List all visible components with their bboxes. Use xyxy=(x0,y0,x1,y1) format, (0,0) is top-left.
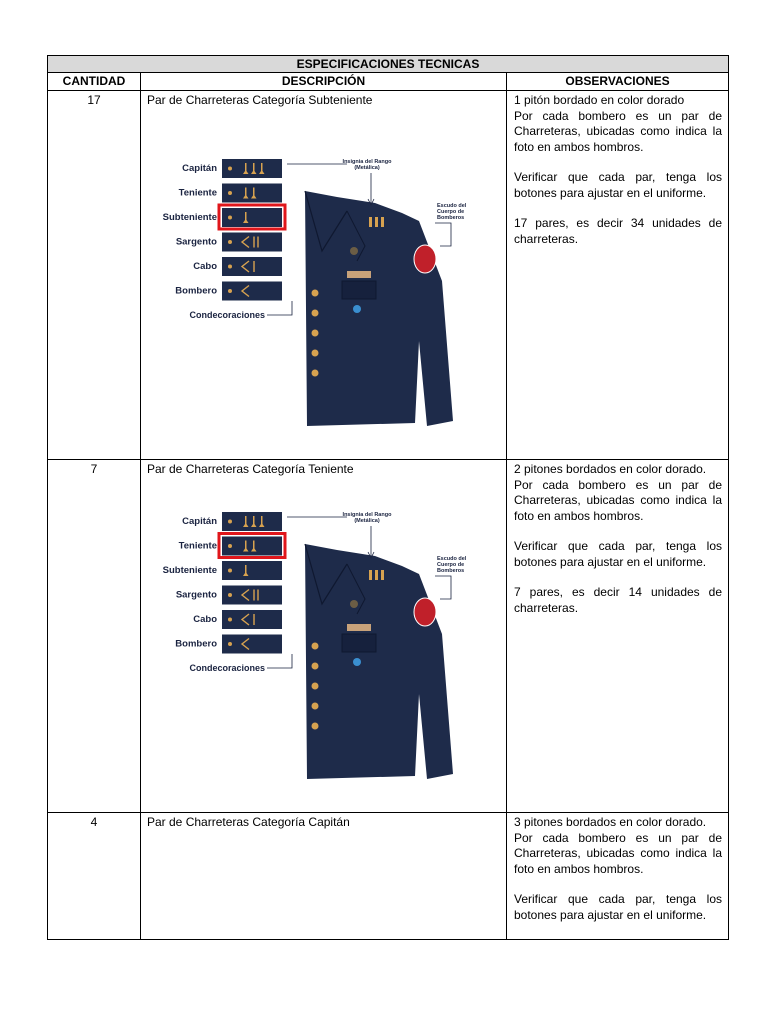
shield-label: Bomberos xyxy=(437,215,465,221)
header-quantity: CANTIDAD xyxy=(48,73,141,91)
description-text: Par de Charreteras Categoría Teniente xyxy=(147,462,354,476)
epaulette-button xyxy=(228,191,232,195)
description-cell xyxy=(141,91,507,460)
rank-label: Sargento xyxy=(175,236,217,248)
shoulder-insignia xyxy=(381,217,384,227)
observation-text: Verificar que cada par, tenga los botones para ajustar en el uniforme. xyxy=(514,170,722,200)
table-row xyxy=(48,91,729,460)
epaulette-button xyxy=(228,240,232,244)
rank-label: Subteniente xyxy=(162,565,217,576)
jacket-button xyxy=(312,703,319,710)
rank-label: Cabo xyxy=(193,614,217,625)
uniform-jacket xyxy=(305,544,453,779)
shield-label: Escudo del xyxy=(437,556,467,562)
insignia-sub-label: (Metálica) xyxy=(354,165,380,171)
shield-label: Bomberos xyxy=(437,568,465,574)
rank-label: Bombero xyxy=(175,638,217,650)
header-description: DESCRIPCIÓN xyxy=(141,73,507,91)
epaulette-button xyxy=(228,289,232,293)
decoration-ribbon xyxy=(347,624,371,631)
rank-label: Capitán xyxy=(182,516,217,527)
jacket-button xyxy=(312,290,319,297)
epaulette-button xyxy=(228,167,232,171)
badge xyxy=(353,658,361,666)
rank-label: Cabo xyxy=(193,261,217,272)
jacket-button xyxy=(312,663,319,670)
jacket-button xyxy=(312,350,319,357)
rank-label: Subteniente xyxy=(162,212,217,223)
jacket-button xyxy=(312,370,319,377)
shoulder-insignia xyxy=(369,217,372,227)
shoulder-insignia xyxy=(381,570,384,580)
observations-cell xyxy=(507,460,729,813)
insignia-label: Insignia del Rango xyxy=(342,512,392,518)
quantity-cell: 17 xyxy=(48,91,141,460)
quantity-cell: 4 xyxy=(48,813,141,940)
description-text: Par de Charreteras Categoría Capitán xyxy=(147,815,350,829)
observation-text: Por cada bombero es un par de Charreteras, ubicadas como indica la foto en ambos hombros. xyxy=(514,477,722,523)
rank-label: Sargento xyxy=(175,589,217,601)
rank-label: Teniente xyxy=(178,187,217,199)
observations-cell xyxy=(507,813,729,940)
epaulette-button xyxy=(228,216,232,220)
rank-label: Bombero xyxy=(175,285,217,297)
shield-label: Escudo del xyxy=(437,203,467,209)
uniform-figure xyxy=(157,504,487,809)
observation-text: 2 pitones bordados en color dorado. xyxy=(514,462,707,476)
decoration-ribbon xyxy=(347,271,371,278)
badge xyxy=(353,305,361,313)
table-title: ESPECIFICACIONES TECNICAS xyxy=(48,56,729,73)
jacket-button xyxy=(312,723,319,730)
rank-label: Teniente xyxy=(178,540,217,552)
epaulette-button xyxy=(228,520,232,524)
observation-text: Por cada bombero es un par de Charreteras, ubicadas como indica la foto en ambos hombros. xyxy=(514,830,722,876)
epaulette-button xyxy=(228,593,232,597)
description-text: Par de Charreteras Categoría Subteniente xyxy=(147,93,373,107)
jacket-button xyxy=(312,330,319,337)
jacket-button xyxy=(312,643,319,650)
jacket-button xyxy=(312,683,319,690)
shield-label: Cuerpo de xyxy=(437,209,465,215)
uniform-figure xyxy=(157,151,487,456)
shoulder-insignia xyxy=(375,217,378,227)
specifications-table xyxy=(47,55,729,940)
observation-text: Verificar que cada par, tenga los botones para ajustar en el uniforme. xyxy=(514,892,722,922)
shoulder-insignia xyxy=(375,570,378,580)
shield-patch xyxy=(414,598,436,626)
observations-cell xyxy=(507,91,729,460)
table-row xyxy=(48,813,729,940)
epaulette-button xyxy=(228,569,232,573)
table-title-row xyxy=(48,56,729,73)
shield-patch xyxy=(414,245,436,273)
insignia-label: Insignia del Rango xyxy=(342,159,392,165)
shoulder-insignia xyxy=(369,570,372,580)
description-cell xyxy=(141,460,507,813)
table-header-row xyxy=(48,73,729,91)
observation-text: 7 pares, es decir 14 unidades de charreteras. xyxy=(514,585,722,615)
shield-label: Cuerpo de xyxy=(437,562,465,568)
epaulette-button xyxy=(228,642,232,646)
epaulette-button xyxy=(228,265,232,269)
observation-text: 3 pitones bordados en color dorado. xyxy=(514,815,707,829)
insignia-sub-label: (Metálica) xyxy=(354,518,380,524)
decorations-label: Condecoraciones xyxy=(189,663,265,673)
quantity-cell: 7 xyxy=(48,460,141,813)
observation-text: 1 pitón bordado en color dorado xyxy=(514,93,685,107)
epaulette-button xyxy=(228,544,232,548)
rank-label: Capitán xyxy=(182,163,217,174)
description-cell xyxy=(141,813,507,940)
observation-text: Por cada bombero es un par de Charreteras, ubicadas como indica la foto en ambos hombros. xyxy=(514,108,722,154)
observation-text: Verificar que cada par, tenga los botones para ajustar en el uniforme. xyxy=(514,539,722,569)
header-observations: OBSERVACIONES xyxy=(507,73,729,91)
decorations-label: Condecoraciones xyxy=(189,310,265,320)
table-row xyxy=(48,460,729,813)
epaulette-button xyxy=(228,618,232,622)
jacket-button xyxy=(312,310,319,317)
uniform-jacket xyxy=(305,191,453,426)
observation-text: 17 pares, es decir 34 unidades de charreteras. xyxy=(514,216,722,246)
